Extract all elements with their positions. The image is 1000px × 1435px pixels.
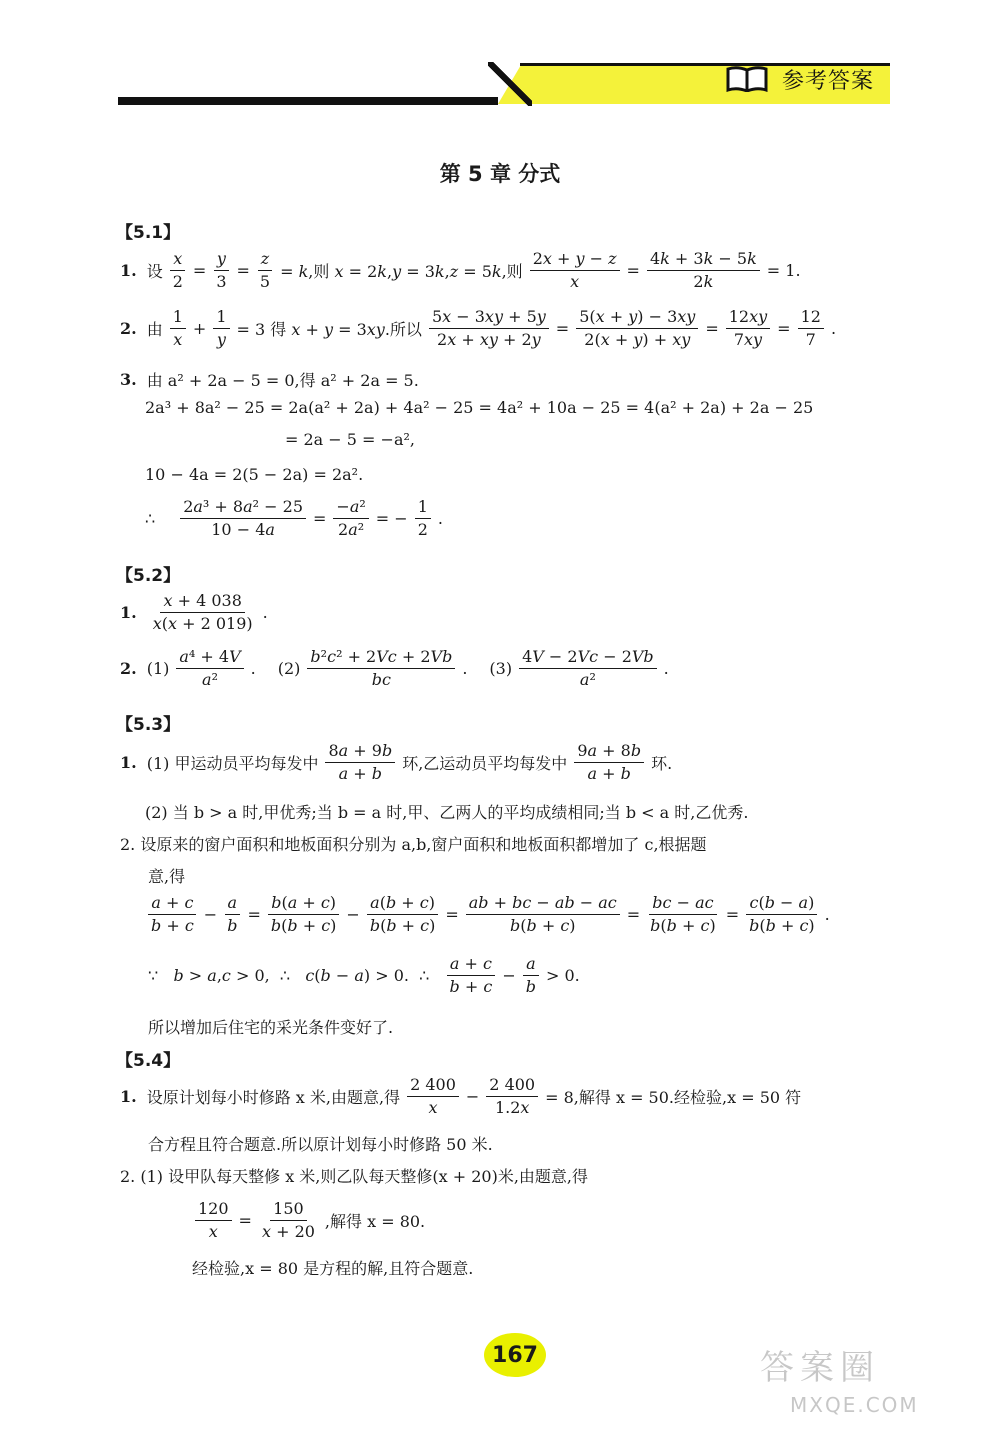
text-line: 2. (1) 设甲队每天整修 x 米,则乙队每天整修(x + 20)米,由题意,得 [120, 1167, 589, 1186]
text-line: = 2a − 5 = −a², [285, 430, 415, 449]
text-line: 设原计划每小时修路 x 米,由题意,得 [146, 1088, 401, 1108]
text-line: ,解得 x = 80. [324, 1212, 426, 1232]
text-line: 意,得 [148, 867, 186, 886]
text-line: = 8,解得 x = 50.经检验,x = 50 符 [545, 1088, 802, 1108]
conclusion-line: ∴ $\frac{\text{2a³ + 8a² − 25}}{10 - 4a}$ = $\frac{\text{−a²}}{\text{2a²}}$ = − $\frac{1}{2}$ . [145, 497, 443, 540]
answer-5-2-1: 1. $\frac{x + 4 038}{x(x + 2 019)}$ . [120, 591, 268, 634]
answer-5-3-1: 1. (1) 甲运动员平均每发中 $\frac{8a + 9b}{a + b}$ 环,乙运动员平均每发中 $\frac{9a + 8b}{a + b}$ 环. [120, 741, 673, 784]
answer-5-2-2: 2. (1) $\frac{\text{a⁴ + 4V}}{\text{a²}}$ . (2) $\frac{\text{b²c² + 2Vc + 2Vb}}{bc}$ . (3) $\frac{4V - 2Vc - 2Vb}{\text{a²}}$ . [120, 647, 669, 690]
chapter-title: 第 5 章 分式 [439, 162, 561, 186]
text-line: 所以增加后住宅的采光条件变好了. [148, 1018, 394, 1037]
text-line: 合方程且符合题意.所以原计划每小时修路 50 米. [148, 1135, 493, 1154]
section-heading: 【5.4】 [116, 1051, 181, 1071]
derivation-line: $\frac{a + c}{b + c}$ − $\frac{a}{b}$ = $\frac{b(a + c)}{b(b + c)}$ − $\frac{a(b + c)}{b(b + c)}$ = $\frac{ab + bc - ab - ac}{b(b + c)}$ = $\frac{bc - ac}{b(b + c)}$ = $\frac{c(b - a)}{b(b + c)}$ . [145, 894, 830, 936]
watermark-url: MXQE.COM [790, 1393, 919, 1417]
text-line: 由 a² + 2a − 5 = 0,得 a² + 2a = 5. [146, 371, 419, 390]
section-heading: 【5.3】 [116, 715, 181, 735]
text-line: 10 − 4a = 2(5 − 2a) = 2a². [145, 465, 364, 484]
text-line: 2. 设原来的窗户面积和地板面积分别为 a,b,窗户面积和地板面积都增加了 c,根据题 [120, 835, 707, 854]
item-number: 3. [120, 370, 137, 389]
header-rule [118, 97, 498, 105]
watermark-logo-text: 答案圈 [760, 1348, 880, 1388]
header-label: 参考答案 [782, 69, 875, 94]
conclusion-line: ∵ b > a,c > 0, ∴ c(b − a) > 0. ∴ $\frac{a + c}{b + c}$ − $\frac{a}{b}$ > 0. [148, 954, 580, 997]
text-line: 2a³ + 8a² − 25 = 2a(a² + 2a) + 4a² − 25 = 4a² + 10a − 25 = 4(a² + 2a) + 2a − 25 [145, 398, 814, 417]
section-heading: 【5.2】 [116, 566, 181, 586]
text-line: (2) 当 b > a 时,甲优秀;当 b = a 时,甲、乙两人的平均成绩相同;当 b < a 时,乙优秀. [145, 803, 749, 822]
answer-5-1-2: 2. 由 $\frac{1}{x}$ + $\frac{1}{y}$ = 3 得 x + y = 3xy.所以 $\frac{5x - 3xy + 5y}{2x + xy + 2y}$ = $\frac{5(x + y) - 3xy}{2(x + y) + xy}$ = $\frac{12xy}{7xy}$ = $\frac{12}{7}$ . [120, 307, 837, 350]
book-icon [726, 66, 768, 92]
page-number: 167 [484, 1333, 546, 1377]
equation-line: $\frac{120}{x}$ = $\frac{150}{x + 20}$ ,解得 x = 80. [192, 1200, 425, 1242]
answer-5-1-1: 1. 设 $\frac{x}{2}$ = $\frac{y}{3}$ = $\frac{z}{5}$ = k,则 x = 2k,y = 3k,z = 5k,则 $\frac{2x + y - z}{x}$ = $\frac{4k + 3k - 5k}{2k}$ = 1. [120, 249, 801, 292]
answer-5-4-1: 1. 设原计划每小时修路 x 米,由题意,得 $\frac{2 400}{x}$ − $\frac{2 400}{1.2x}$ = 8,解得 x = 50.经检验,x = 50 符 [120, 1075, 802, 1118]
watermark [760, 1340, 990, 1417]
answer-5-1-3 [120, 368, 419, 391]
text-line: 经检验,x = 80 是方程的解,且符合题意. [192, 1259, 474, 1278]
item-number: 1. [120, 261, 137, 281]
item-number: 2. [120, 319, 137, 339]
section-heading: 【5.1】 [116, 223, 181, 243]
